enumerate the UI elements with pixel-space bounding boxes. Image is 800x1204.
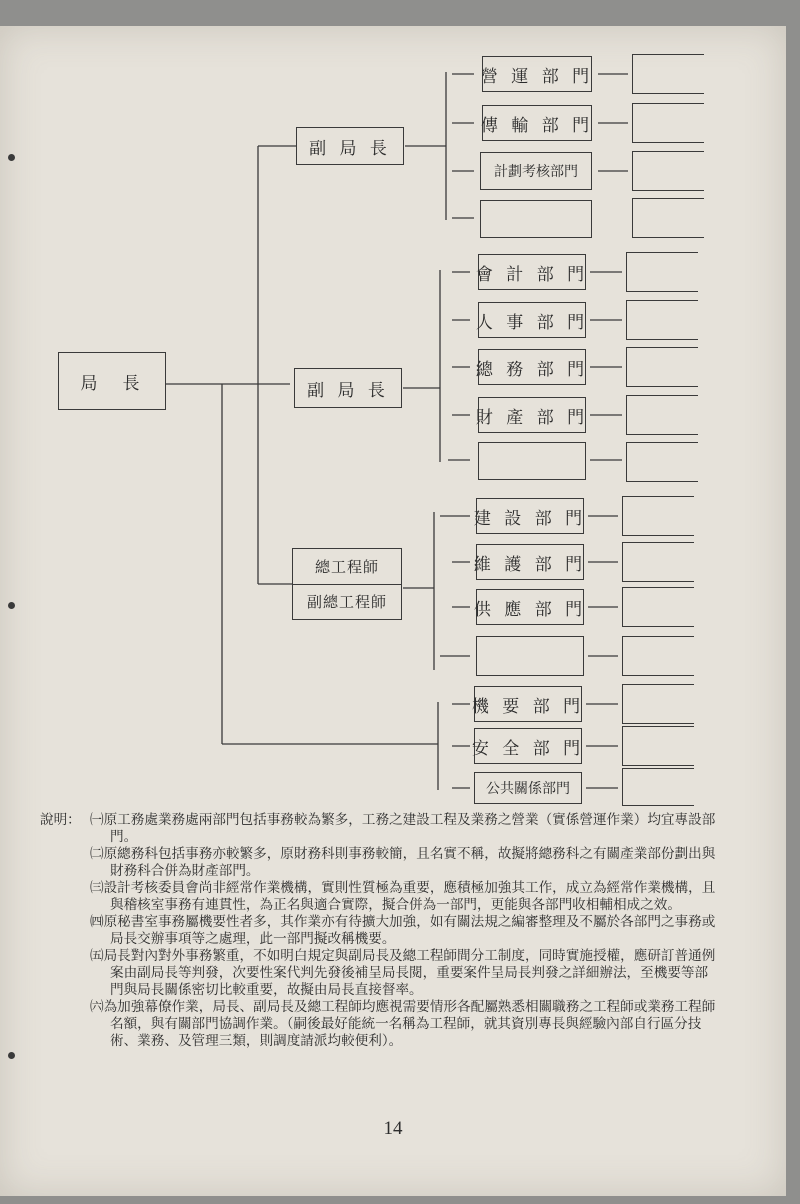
department-box xyxy=(482,56,592,92)
department-box xyxy=(482,105,592,141)
empty-column-box xyxy=(626,395,698,435)
empty-column-box xyxy=(632,103,704,143)
note-item: ㈤局長對內對外事務繁重，不如明白規定與副局長及總工程師間分工制度，同時實施授權，應研訂普通例案由副局長等判發，次要性案代判先發後補呈局長閱，重要案件呈局長判發之詳細辦法，至機要等部門與局長關係密切比較重要，故擬由局長直接督率。 xyxy=(90,948,716,998)
department-label: 營 運 部 門 xyxy=(480,66,594,87)
department-box xyxy=(473,544,587,580)
empty-column-box xyxy=(622,542,694,582)
director-label: 局 長 xyxy=(80,373,144,394)
empty-column-box xyxy=(622,726,694,766)
director-box xyxy=(58,352,166,410)
department-box xyxy=(475,397,589,433)
empty-department-box xyxy=(478,442,586,480)
note-item: ㈢設計考核委員會尚非經常作業機構，實則性質極為重要，應積極加強其工作，成立為經常作業機構，且與稽核室事務有連貫性，為正名與適合實際，擬合併為一部門，更能與各部門收相輔相成之效。 xyxy=(90,880,716,913)
page-number: 14 xyxy=(383,1118,403,1139)
department-label: 人 事 部 門 xyxy=(475,312,589,333)
department-box xyxy=(471,728,585,764)
department-box xyxy=(475,349,589,385)
department-label: 供 應 部 門 xyxy=(473,599,587,620)
empty-column-box xyxy=(632,198,704,238)
department-box xyxy=(475,254,589,290)
department-label: 總 務 部 門 xyxy=(475,359,589,380)
note-item: ㈠原工務處業務處兩部門包括事務較為繁多，工務之建設工程及業務之營業（實係營運作業）均宜專設部門。 xyxy=(90,812,716,845)
department-box xyxy=(480,152,592,190)
department-label: 建 設 部 門 xyxy=(473,508,587,529)
empty-column-box xyxy=(626,300,698,340)
deputy-director-label: 副 局 長 xyxy=(307,380,389,401)
empty-column-box xyxy=(626,252,698,292)
empty-column-box xyxy=(622,684,694,724)
empty-column-box xyxy=(622,636,694,676)
empty-column-box xyxy=(632,54,704,94)
note-item: ㈣原秘書室事務屬機要性者多，其作業亦有待擴大加強，如有關法規之編審整理及不屬於各部門之事務或局長交辦事項等之處理，此一部門擬改稱機要。 xyxy=(90,914,716,947)
empty-department-box xyxy=(476,636,584,676)
department-box xyxy=(473,498,587,534)
department-box xyxy=(473,589,587,625)
deputy-director-label: 副 局 長 xyxy=(309,138,391,159)
department-label: 財 產 部 門 xyxy=(475,407,589,428)
empty-column-box xyxy=(626,347,698,387)
department-label: 機 要 部 門 xyxy=(471,696,585,717)
department-box xyxy=(471,686,585,722)
department-label: 安 全 部 門 xyxy=(471,738,585,759)
department-label: 傳 輸 部 門 xyxy=(480,115,594,136)
department-label: 計劃考核部門 xyxy=(494,164,578,180)
empty-column-box xyxy=(622,587,694,627)
department-label: 公共關係部門 xyxy=(486,781,570,797)
deputy-director-box-1 xyxy=(296,127,404,165)
explanatory-notes xyxy=(40,812,720,1050)
deputy-chief-engineer-label: 副總工程師 xyxy=(306,593,387,612)
empty-column-box xyxy=(632,151,704,191)
deputy-director-box-2 xyxy=(294,368,402,408)
chief-engineer-label: 總工程師 xyxy=(314,557,379,576)
note-item: ㈡原總務科包括事務亦較繁多，原財務科則事務較簡，且名實不稱，故擬將總務科之有關產業部份劃出與財務科合併為財產部門。 xyxy=(90,846,716,879)
empty-column-box xyxy=(622,496,694,536)
chief-engineer-box xyxy=(292,548,402,620)
department-box xyxy=(475,302,589,338)
department-box xyxy=(474,772,582,804)
note-item: ㈥為加強幕僚作業，局長、副局長及總工程師均應視需要情形各配屬熟悉相關職務之工程師或業務工程師名額，與有關部門協調作業。（嗣後最好能統一名稱為工程師，就其資別專長與經驗內部自行區分技術、業務、及管理三類，則調度請派均較便利）。 xyxy=(90,999,716,1049)
department-label: 會 計 部 門 xyxy=(475,264,589,285)
department-label: 維 護 部 門 xyxy=(473,554,587,575)
empty-column-box xyxy=(626,442,698,482)
notes-heading: 說明： xyxy=(40,812,81,828)
empty-column-box xyxy=(622,768,694,806)
empty-department-box xyxy=(480,200,592,238)
